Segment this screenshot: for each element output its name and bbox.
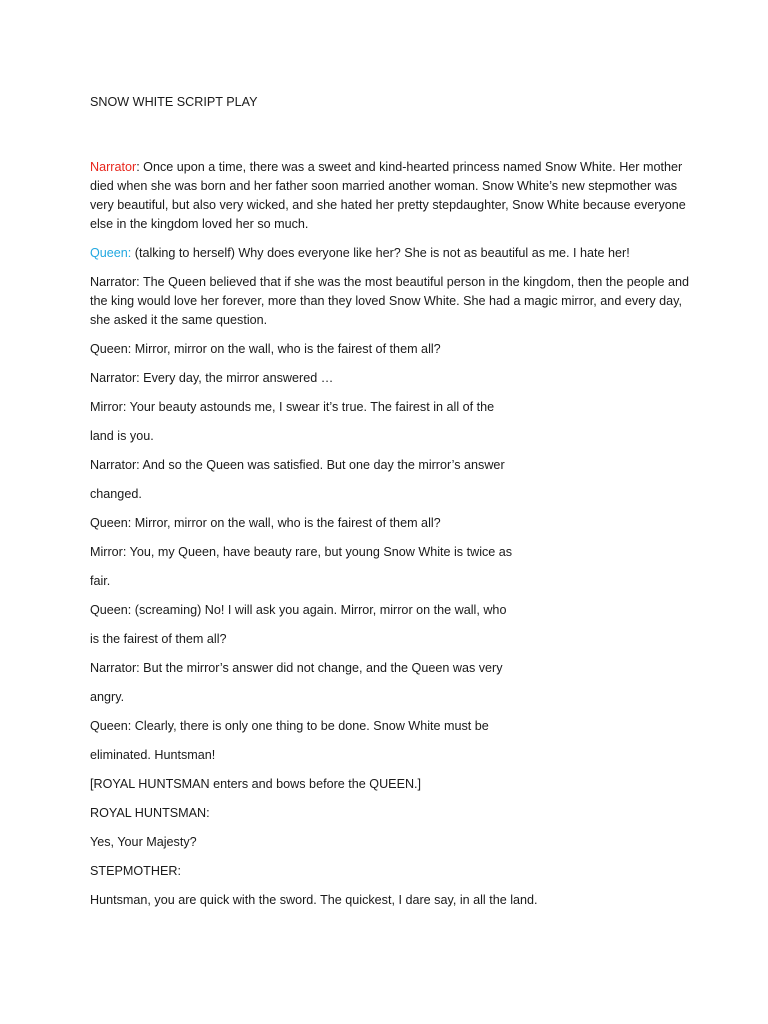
paragraph: eliminated. Huntsman! xyxy=(90,748,216,762)
paragraph: Queen: Mirror, mirror on the wall, who is the fairest of them all? xyxy=(90,516,441,530)
paragraph: Huntsman, you are quick with the sword. The quickest, I dare say, in all the land. xyxy=(90,893,538,907)
paragraph-queen-aside xyxy=(90,244,690,263)
paragraph: Narrator: The Queen believed that if she was the most beautiful person in the kingdom, then the people and the king would love her forever, more than they loved Snow White. She had a magic mirror, and every day, she asked it the same question. xyxy=(90,275,690,327)
speaker-heading: ROYAL HUNTSMAN: xyxy=(90,806,210,820)
paragraph: Mirror: Your beauty astounds me, I swear it’s true. The fairest in all of the xyxy=(90,400,495,414)
paragraph: changed. xyxy=(90,487,142,501)
paragraph: Mirror: You, my Queen, have beauty rare, but young Snow White is twice as xyxy=(90,545,513,559)
paragraph: Queen: Clearly, there is only one thing to be done. Snow White must be xyxy=(90,719,489,733)
paragraph: angry. xyxy=(90,690,125,704)
paragraph: fair. xyxy=(90,574,111,588)
paragraph-text: Once upon a time, there was a sweet and kind-hearted princess named Snow White. Her mother died when she was born and her father soon married another woman. Snow White’s new stepmother was very beautiful, but also very wicked, and she hated her pretty stepdaughter, Snow White because everyone else in the kingdom loved her so much. xyxy=(90,160,686,231)
paragraph: Yes, Your Majesty? xyxy=(90,835,197,849)
speaker-separator: : xyxy=(136,160,140,174)
document-title: SNOW WHITE SCRIPT PLAY xyxy=(90,95,258,109)
speaker-queen: Queen: xyxy=(90,246,132,260)
paragraph: is the fairest of them all? xyxy=(90,632,227,646)
paragraph-narrator-intro xyxy=(90,158,690,234)
paragraph: Narrator: But the mirror’s answer did not change, and the Queen was very xyxy=(90,661,503,675)
stage-direction: [ROYAL HUNTSMAN enters and bows before the QUEEN.] xyxy=(90,777,422,791)
paragraph: Queen: Mirror, mirror on the wall, who is the fairest of them all? xyxy=(90,342,441,356)
paragraph: land is you. xyxy=(90,429,154,443)
paragraph: Narrator: Every day, the mirror answered … xyxy=(90,371,334,385)
paragraph: Queen: (screaming) No! I will ask you again. Mirror, mirror on the wall, who xyxy=(90,603,507,617)
paragraph-text: (talking to herself) Why does everyone like her? She is not as beautiful as me. I hate her! xyxy=(131,246,630,260)
speaker-heading: STEPMOTHER: xyxy=(90,864,181,878)
paragraph: Narrator: And so the Queen was satisfied. But one day the mirror’s answer xyxy=(90,458,505,472)
document-body xyxy=(90,93,690,920)
speaker-narrator: Narrator xyxy=(90,160,137,174)
